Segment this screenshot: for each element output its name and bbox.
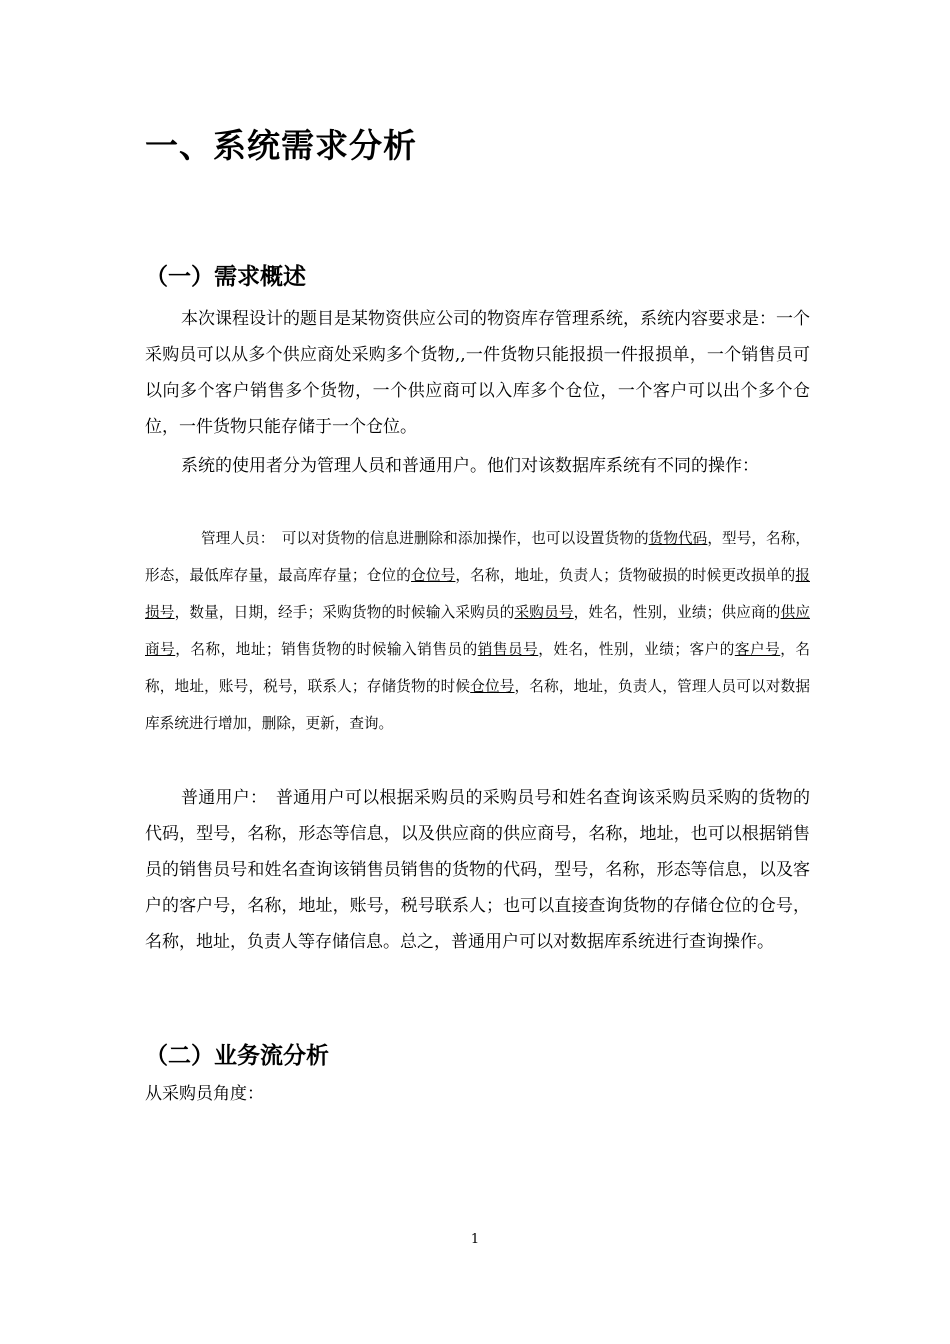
term-damage-no: 报损号 <box>145 567 810 621</box>
paragraph-overview: 本次课程设计的题目是某物资供应公司的物资库存管理系统，系统内容要求是：一个采购员可以从多个供应商处采购多个货物,,一件货物只能报损一件报损单，一个销售员可以向多个客户销售多个货物，一个供应商可以入库多个仓位，一个客户可以出个多个仓位，一件货物只能存储于一个仓位。 <box>145 309 810 437</box>
term-supplier-no: 供应商号 <box>145 604 810 658</box>
term-purchaser-no: 采购员号 <box>514 604 574 621</box>
term-salesperson-no: 销售员号 <box>477 641 539 658</box>
paragraph-admin <box>145 520 810 742</box>
term-customer-no: 客户号 <box>734 641 781 658</box>
paragraph-purchaser-view: 从采购员角度： <box>145 1084 264 1104</box>
admin-text: 管理人员： 可以对货物的信息进删除和添加操作，也可以设置货物的 <box>201 530 649 547</box>
page-title: 一、系统需求分析 <box>145 126 417 165</box>
admin-text: ，名称，地址，负责人，管理人员可以对数据库系统进行增加，删除，更新，查询。 <box>145 678 810 732</box>
term-location-no: 仓位号 <box>411 567 456 584</box>
term-goods-code: 货物代码 <box>648 530 708 547</box>
paragraph-regular-user: 普通用户： 普通用户可以根据采购员的采购员号和姓名查询该采购员采购的货物的代码，型号，名称，形态等信息，以及供应商的供应商号，名称，地址，也可以根据销售员的销售员号和姓名查询该销售员销售的货物的代码，型号，名称，形态等信息，以及客户的客户号，名称，地址，账号，税号联系人；也可以直接查询货物的存储仓位的仓号，名称，地址，负责人等存储信息。总之，普通用户可以对数据库系统进行查询操作。 <box>145 788 810 952</box>
admin-text: ，名称，地址；销售货物的时候输入销售员的 <box>175 641 478 658</box>
section-heading-business-flow: （二）业务流分析 <box>145 1043 329 1069</box>
paragraph-users: 系统的使用者分为管理人员和普通用户。他们对该数据库系统有不同的操作： <box>181 456 759 476</box>
term-location-no-2: 仓位号 <box>470 678 515 695</box>
admin-text: ，姓名，性别，业绩；客户的 <box>538 641 735 658</box>
admin-text: ，名称，地址，负责人；货物破损的时候更改损单的 <box>455 567 796 584</box>
admin-text: ，姓名，性别，业绩；供应商的 <box>573 604 781 621</box>
page-number: 1 <box>470 1232 480 1247</box>
section-heading-requirements: （一）需求概述 <box>145 264 306 290</box>
admin-text: ，型号，名称，形态，最低库存量，最高库存量；仓位的 <box>145 530 810 584</box>
admin-text: ，数量，日期，经手；采购货物的时候输入采购员的 <box>174 604 515 621</box>
admin-text: ，名称，地址，账号，税号，联系人；存储货物的时候 <box>145 641 810 695</box>
